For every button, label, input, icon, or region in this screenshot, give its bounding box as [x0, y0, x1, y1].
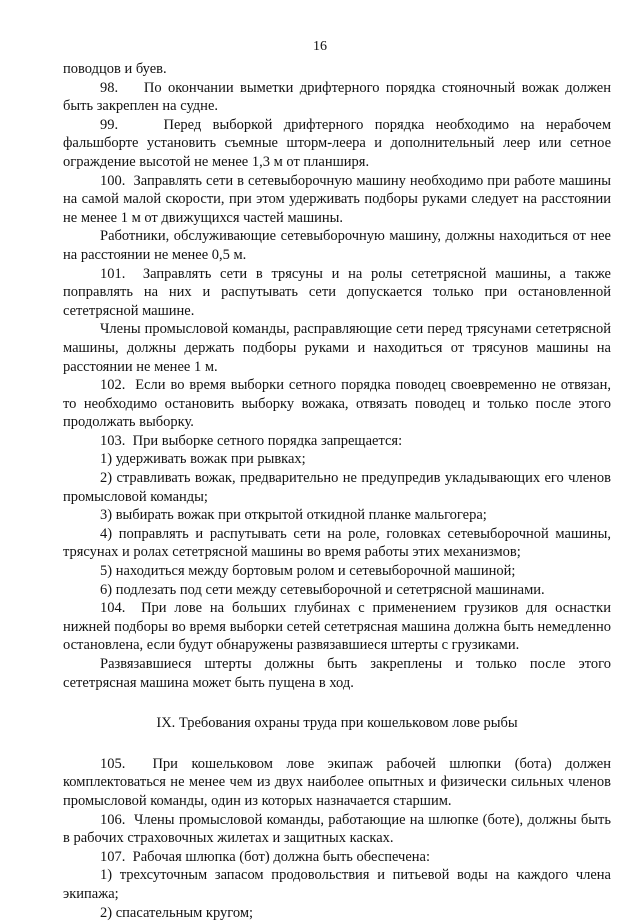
- page-number: 16: [313, 39, 327, 54]
- paragraph: 107. Рабочая шлюпка (бот) должна быть обеспечена:: [100, 848, 430, 865]
- paragraph: 6) подлезать под сети между сетевыборочной и сететрясной машинами.: [100, 581, 545, 598]
- paragraph: 102. Если во время выборки сетного порядка поводец своевременно не отвязан, то необходимо остановить выборку вожака, отвязать поводец и только после этого продолжать выборку.: [63, 377, 611, 431]
- paragraph: Работники, обслуживающие сетевыборочную машину, должны находиться от нее на расстоянии не менее 0,5 м.: [63, 228, 611, 263]
- section-heading: IX. Требования охраны труда при кошельковом лове рыбы: [156, 715, 518, 732]
- paragraph: 1) удерживать вожак при рывках;: [100, 451, 306, 468]
- text-block-after-section: [63, 755, 611, 922]
- paragraph: Члены промысловой команды, расправляющие сети перед трясунами сететрясной машины, должны держать подборы руками и находиться от трясунов машины на расстоянии не менее 1 м.: [63, 321, 611, 375]
- paragraph: 99. Перед выборкой дрифтерного порядка необходимо на нерабочем фальшборте установить съемные шторм-леера и дополнительный леер или сетное ограждение высотой не менее 1,3 м от планширя.: [63, 116, 611, 170]
- paragraph: 3) выбирать вожак при открытой откидной планке мальгогера;: [100, 507, 487, 524]
- paragraph: 5) находиться между бортовым ролом и сетевыборочной машиной;: [100, 563, 516, 580]
- paragraph: 2) стравливать вожак, предварительно не предупредив укладывающих его членов промысловой команды;: [63, 470, 611, 505]
- paragraph: 100. Заправлять сети в сетевыборочную машину необходимо при работе машины на самой малой скорости, при этом удерживать подборы руками следует на расстоянии не менее 1 м от движущихся частей машины.: [63, 172, 611, 226]
- paragraph: 4) поправлять и распутывать сети на роле, головках сетевыборочной машины, трясунах и ролах сететрясной машины во время работы этих механизмов;: [63, 525, 611, 561]
- paragraph: Развязавшиеся штерты должны быть закреплены и только после этого сететрясная машина может быть пущена в ход.: [63, 656, 611, 691]
- paragraph: 106. Члены промысловой команды, работающие на шлюпке (боте), должны быть в рабочих страховочных жилетах и защитных касках.: [63, 811, 611, 847]
- paragraph: поводцов и буев.: [63, 61, 167, 77]
- paragraph: 103. При выборке сетного порядка запрещается:: [100, 432, 403, 449]
- paragraph: 101. Заправлять сети в трясуны и на ролы сететрясной машины, а также поправлять на них и распутывать сети допускается только при остановленной сететрясной машине.: [63, 265, 611, 319]
- paragraph: 104. При лове на больших глубинах с применением грузиков для оснастки нижней подборы во время выборки сетей сететрясная машина должна быть немедленно остановлена, если будут обнаружены развязавшиеся штерты с грузиками.: [63, 600, 611, 654]
- paragraph: 98. По окончании выметки дрифтерного порядка стояночный вожак должен быть закреплен на судне.: [63, 79, 611, 115]
- paragraph: 105. При кошельковом лове экипаж рабочей шлюпки (бота) должен комплектоваться не менее чем из двух наиболее опытных и физически сильных членов промысловой команды, один из которых назначается старшим.: [63, 755, 611, 809]
- document-body: [63, 60, 611, 922]
- text-block-before-section: [63, 60, 611, 692]
- paragraph: 2) спасательным кругом;: [100, 904, 254, 921]
- paragraph: 1) трехсуточным запасом продовольствия и питьевой воды на каждого члена экипажа;: [63, 867, 611, 902]
